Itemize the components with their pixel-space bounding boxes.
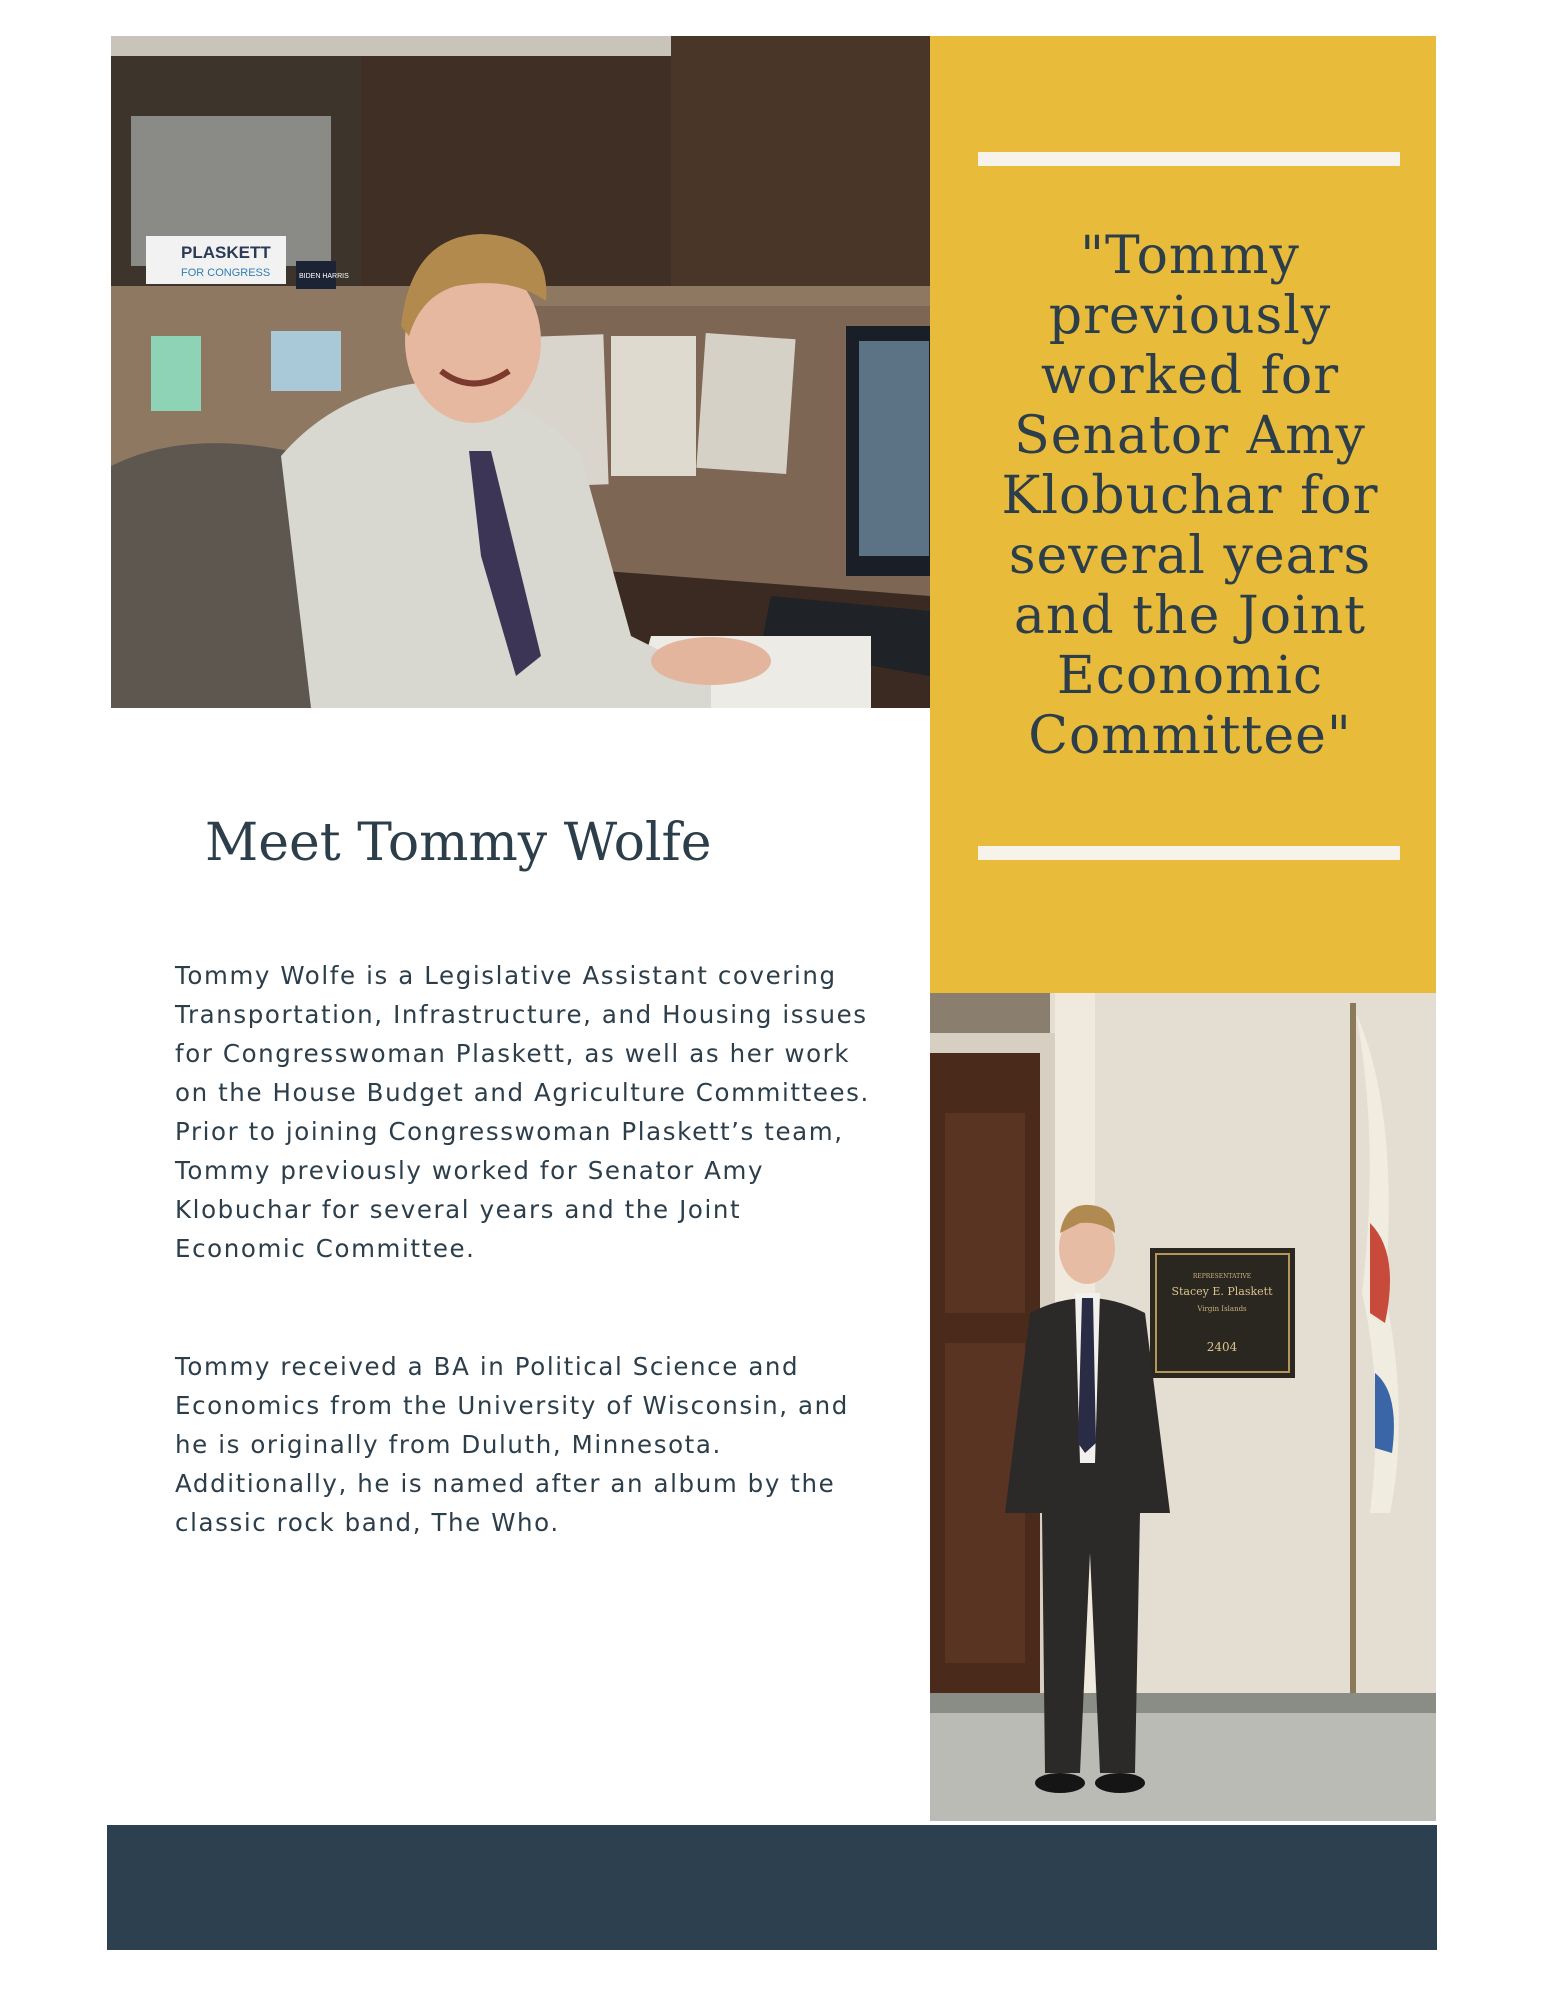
quote-divider-bottom xyxy=(978,846,1400,860)
page-title: Meet Tommy Wolfe xyxy=(205,813,712,873)
door-photo xyxy=(930,993,1436,1821)
bio-paragraph-1: Tommy Wolfe is a Legislative Assistant covering Transportation, Infrastructure, and Housing issues for Congresswoman Plaskett, as well as her work on the House Budget and Agriculture Committees. Prior to joining Congresswoman Plaskett’s team, Tommy previously worked for Senator Amy Klobuchar for several years and the Joint Economic Committee. xyxy=(175,961,870,1263)
plaskett-sticker-tagline: FOR CONGRESS xyxy=(181,267,271,279)
quote-panel xyxy=(930,36,1436,993)
plaque-name: Stacey E. Plaskett xyxy=(1171,1285,1273,1298)
biden-harris-sticker: BIDEN HARRIS xyxy=(299,273,349,280)
plaque-label: REPRESENTATIVE xyxy=(1192,1273,1252,1280)
desk-photo xyxy=(111,36,930,708)
plaque-room-number: 2404 xyxy=(1206,1340,1238,1354)
quote-divider-top xyxy=(978,152,1400,166)
pull-quote: "Tommy previously worked for Senator Amy Klobuchar for several years and the Joint Economic Committee" xyxy=(1001,226,1379,766)
door-photo-illustration xyxy=(930,993,1436,1821)
footer-band xyxy=(107,1825,1437,1950)
desk-photo-illustration xyxy=(111,36,930,708)
bio-paragraph-2: Tommy received a BA in Political Science and Economics from the University of Wisconsin, and he is originally from Duluth, Minnesota. Additionally, he is named after an album by the classic rock band, The Who. xyxy=(175,1352,849,1537)
plaque-district: Virgin Islands xyxy=(1197,1305,1247,1313)
plaskett-sticker-name: PLASKETT xyxy=(181,243,271,262)
